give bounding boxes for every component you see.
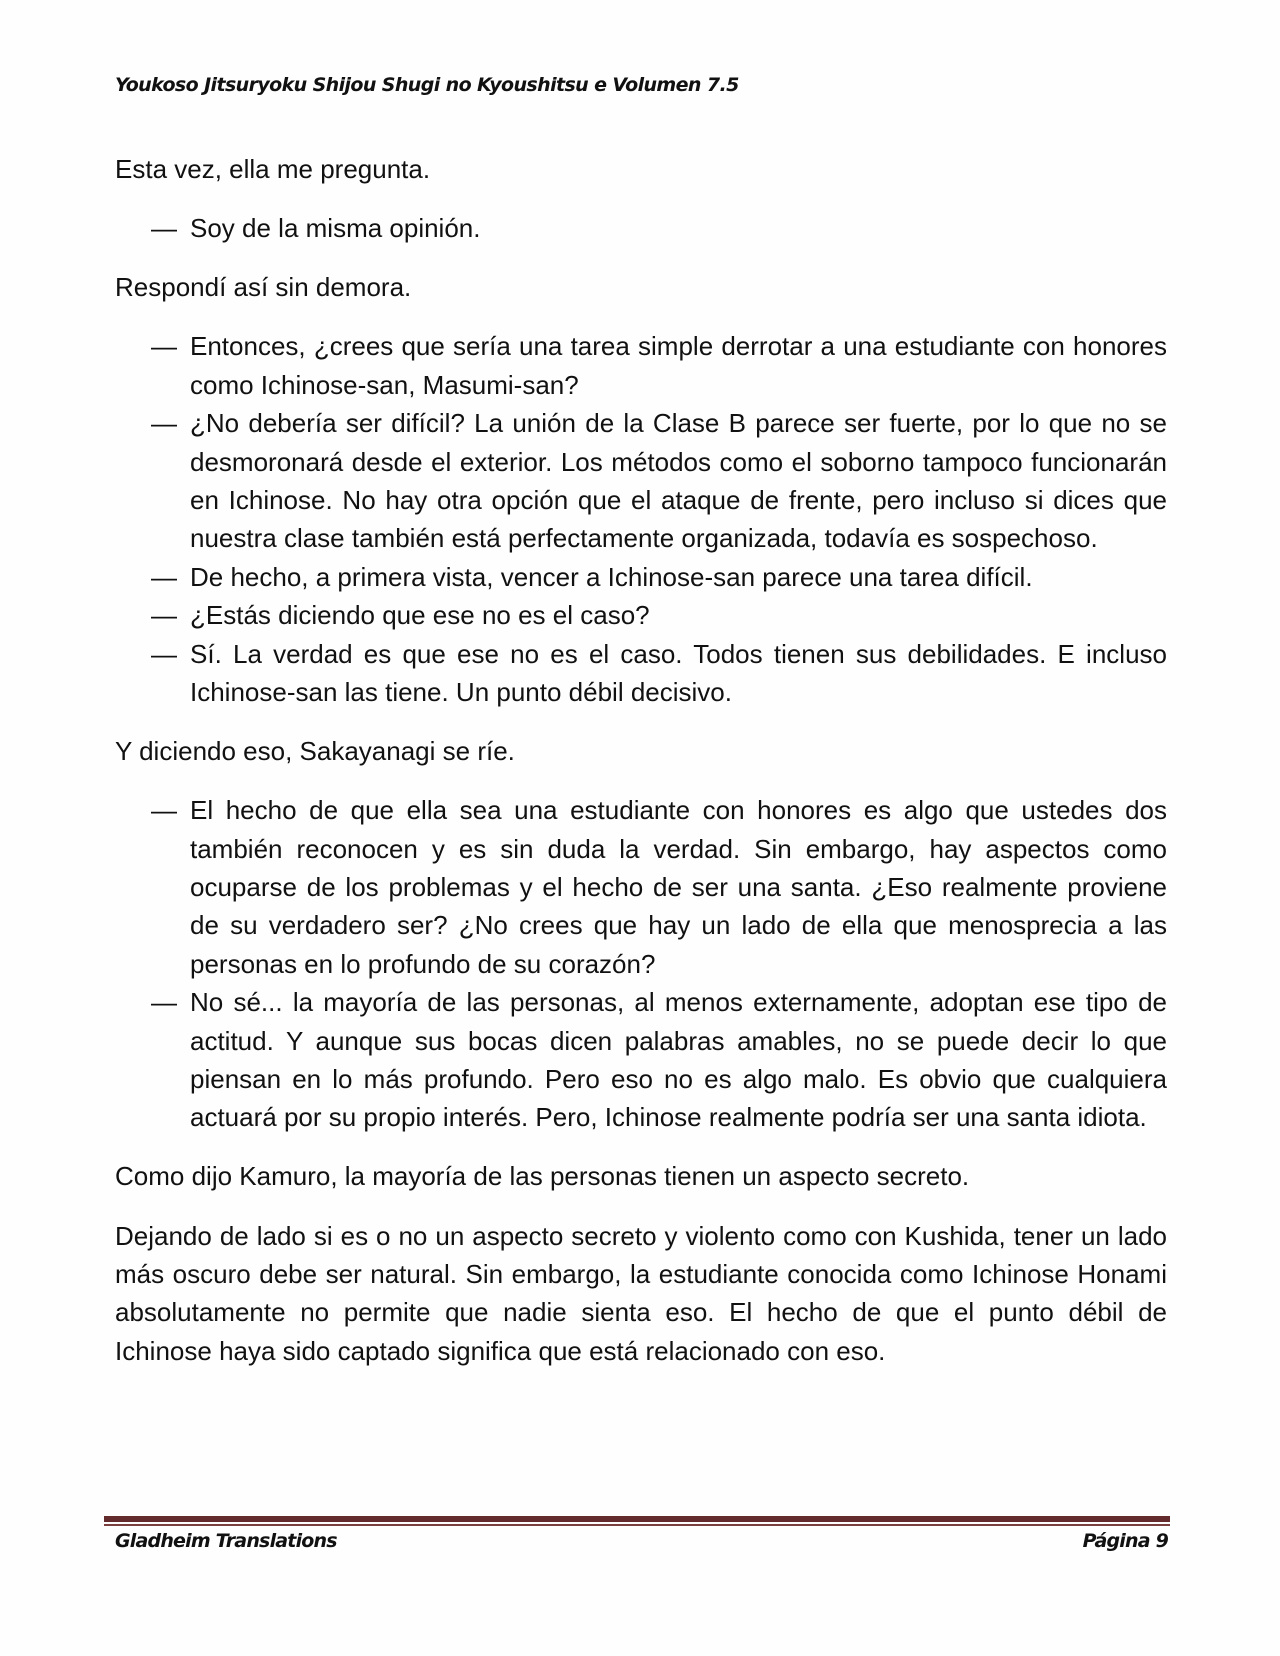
narration-paragraph: Como dijo Kamuro, la mayoría de las personas tienen un aspecto secreto. — [115, 1161, 970, 1192]
narration-paragraph: Respondí así sin demora. — [115, 272, 412, 303]
narration-paragraph: Dejando de lado si es o no un aspecto secreto y violento como con Kushida, tener un lado más oscuro debe ser natural. Sin embargo, la estudiante conocida como Ichinose Honami absolutamente no permite que nadie sienta eso. El hecho de que el punto débil de Ichinose haya sido captado significa que está relacionado con eso. — [115, 1220, 1167, 1366]
dialogue-text: Soy de la misma opinión. — [190, 213, 481, 244]
em-dash: — — [151, 331, 177, 362]
em-dash: — — [151, 561, 177, 592]
dialogue-group — [115, 327, 1167, 711]
dialogue-text: Sí. La verdad es que ese no es el caso. Todos tienen sus debilidades. E incluso Ichinose-san las tiene. Un punto débil decisivo. — [190, 638, 1167, 707]
em-dash: — — [151, 795, 177, 826]
narration-paragraph: Y diciendo eso, Sakayanagi se ríe. — [115, 736, 515, 767]
dialogue-text: De hecho, a primera vista, vencer a Ichinose-san parece una tarea difícil. — [190, 561, 1033, 592]
dialogue-text: El hecho de que ella sea una estudiante con honores es algo que ustedes dos también reconocen y es sin duda la verdad. Sin embargo, hay aspectos como ocuparse de los problemas y el hecho de ser una santa. ¿Eso realmente proviene de su verdadero ser? ¿No crees que hay un lado de ella que menosprecia a las personas en lo profundo de su corazón? — [190, 795, 1167, 979]
dialogue-text: ¿No debería ser difícil? La unión de la Clase B parece ser fuerte, por lo que no se desmoronará desde el exterior. Los métodos como el soborno tampoco funcionarán en Ichinose. No hay otra opción que el ataque de frente, pero incluso si dices que nuestra clase también está perfectamente organizada, todavía es sospechoso. — [190, 408, 1167, 554]
dialogue-line — [115, 404, 1167, 558]
footer-translator-credit: Gladheim Translations — [115, 1530, 337, 1552]
dialogue-text: ¿Estás diciendo que ese no es el caso? — [190, 600, 650, 631]
em-dash: — — [151, 987, 177, 1018]
dialogue-line — [115, 635, 1167, 712]
dialogue-line — [115, 983, 1167, 1137]
dialogue-line — [115, 558, 1167, 596]
footer-rule-thin — [104, 1524, 1170, 1526]
dialogue-line — [115, 596, 1167, 634]
dialogue-line — [115, 209, 1167, 247]
em-dash: — — [151, 213, 177, 244]
em-dash: — — [151, 638, 177, 669]
footer-page-number: Página 9 — [1082, 1530, 1168, 1552]
dialogue-line — [115, 327, 1167, 404]
page-body — [115, 150, 1167, 1391]
dialogue-text: No sé... la mayoría de las personas, al menos externamente, adoptan ese tipo de actitud. Y aunque sus bocas dicen palabras amables, no se puede decir lo que piensan en lo más profundo. Pero eso no es algo malo. Es obvio que cualquiera actuará por su propio interés. Pero, Ichinose realmente podría ser una santa idiota. — [190, 987, 1167, 1133]
running-header-title: Youkoso Jitsuryoku Shijou Shugi no Kyoushitsu e Volumen 7.5 — [115, 74, 739, 96]
narration-paragraph: Esta vez, ella me pregunta. — [115, 154, 431, 184]
dialogue-text: Entonces, ¿crees que sería una tarea simple derrotar a una estudiante con honores como Ichinose-san, Masumi-san? — [190, 331, 1167, 400]
dialogue-group — [115, 791, 1167, 1137]
dialogue-group — [115, 209, 1167, 247]
dialogue-line — [115, 791, 1167, 983]
em-dash: — — [151, 408, 177, 439]
em-dash: — — [151, 600, 177, 631]
footer-rule-thick — [104, 1516, 1170, 1522]
